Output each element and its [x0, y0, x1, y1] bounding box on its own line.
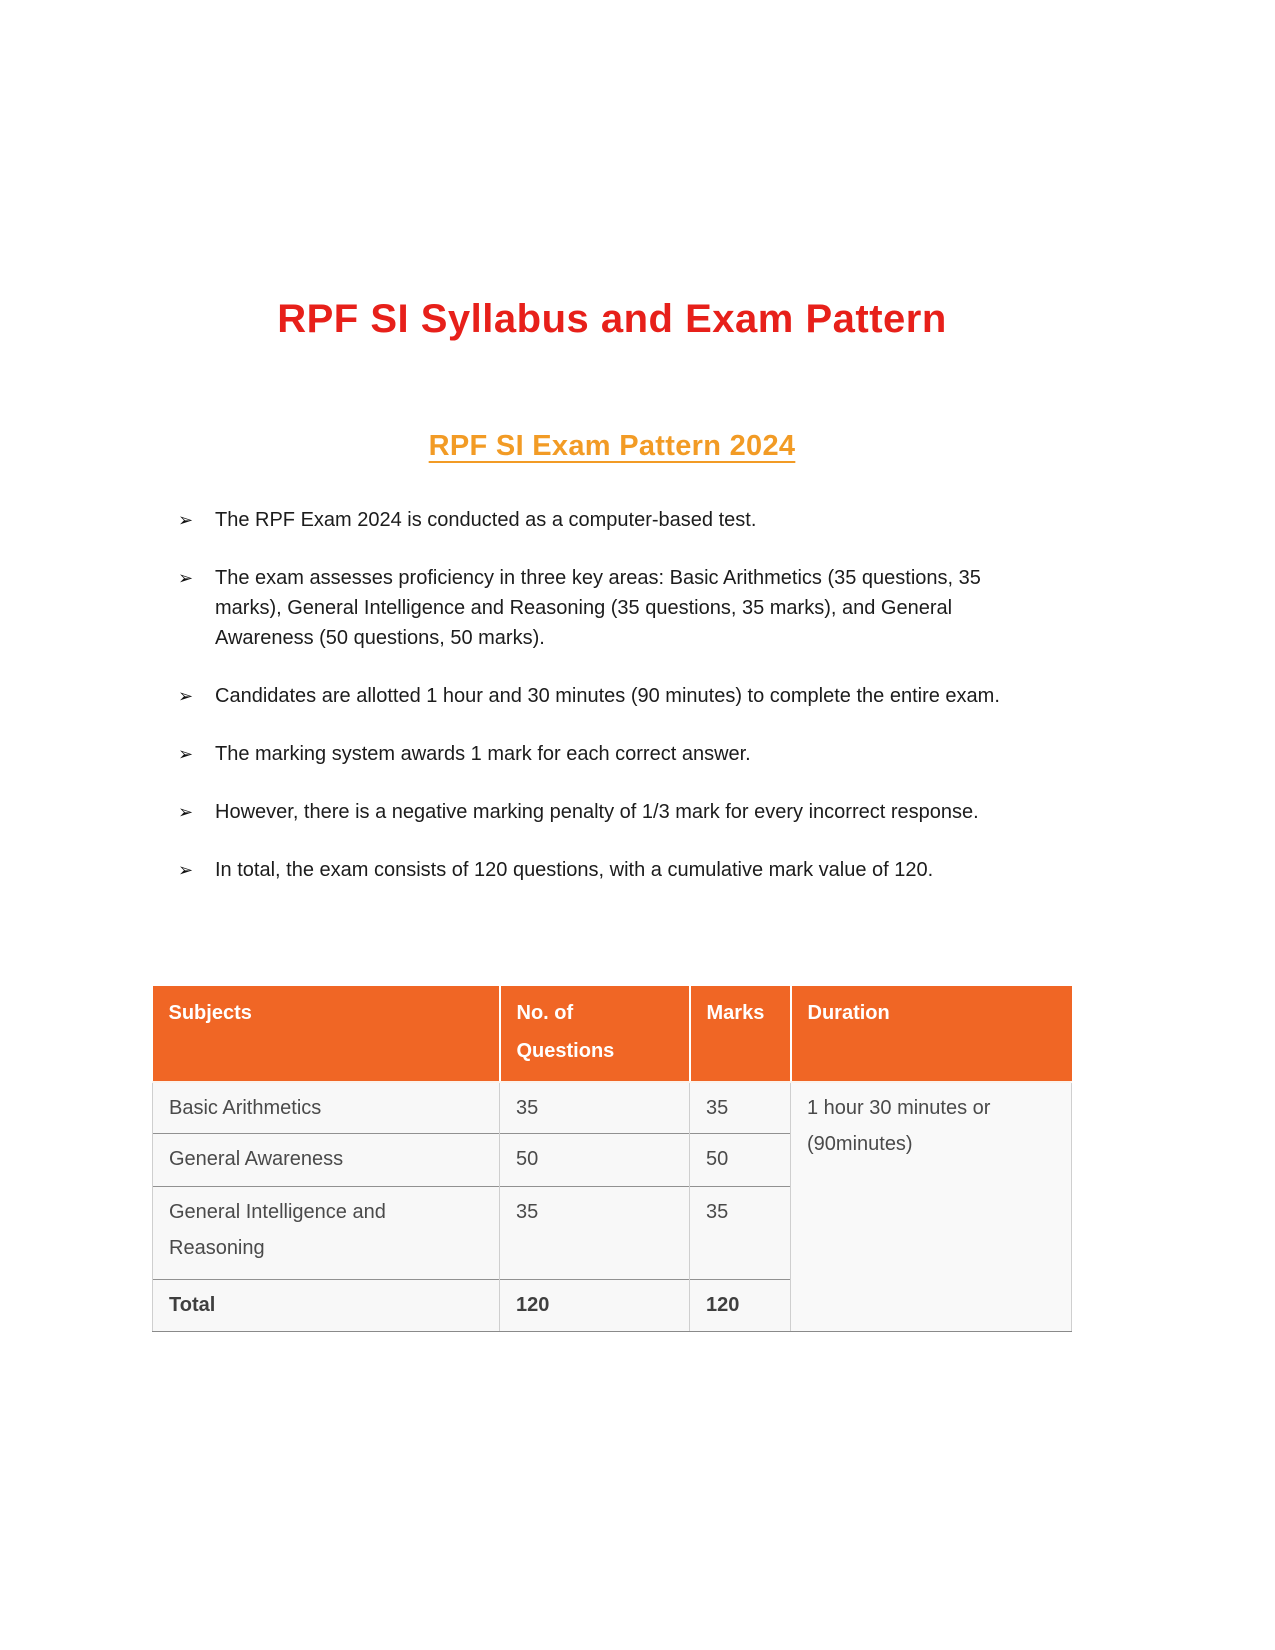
cell-subject: General Awareness [153, 1134, 500, 1187]
bullet-item [178, 563, 1072, 653]
document-title: RPF SI Syllabus and Exam Pattern [277, 297, 947, 341]
cell-marks: 35 [690, 1082, 791, 1134]
cell-subject: Basic Arithmetics [153, 1082, 500, 1134]
bullet-text: The marking system awards 1 mark for each correct answer. [215, 743, 751, 765]
section-heading-link[interactable]: RPF SI Exam Pattern 2024 [428, 430, 796, 462]
arrow-bullet-icon: ➢ [178, 860, 194, 880]
bullet-text: In total, the exam consists of 120 questions, with a cumulative mark value of 120. [215, 859, 934, 881]
arrow-bullet-icon: ➢ [178, 802, 194, 822]
table-header-marks: Marks [690, 986, 791, 1082]
cell-marks-total: 120 [690, 1280, 791, 1332]
cell-marks: 50 [690, 1134, 791, 1187]
table-header-subjects: Subjects [153, 986, 500, 1082]
content-area [152, 0, 1072, 1332]
arrow-bullet-icon: ➢ [178, 568, 194, 588]
cell-marks: 35 [690, 1187, 791, 1280]
table-row [153, 1082, 1072, 1134]
cell-subject: General Intelligence and Reasoning [153, 1187, 500, 1280]
cell-questions: 50 [500, 1134, 690, 1187]
arrow-bullet-icon: ➢ [178, 510, 194, 530]
cell-duration: 1 hour 30 minutes or (90minutes) [791, 1082, 1072, 1332]
cell-questions-total: 120 [500, 1280, 690, 1332]
bullet-item [178, 797, 1072, 827]
arrow-bullet-icon: ➢ [178, 744, 194, 764]
bullet-text: However, there is a negative marking penalty of 1/3 mark for every incorrect response. [215, 801, 979, 823]
table-header-duration: Duration [791, 986, 1072, 1082]
bullet-item [178, 739, 1072, 769]
table-header-questions: No. of Questions [500, 986, 690, 1082]
bullet-item [178, 505, 1072, 535]
bullet-text: Candidates are allotted 1 hour and 30 minutes (90 minutes) to complete the entire exam. [215, 685, 1000, 707]
bullet-text: The RPF Exam 2024 is conducted as a computer-based test. [215, 509, 757, 531]
arrow-bullet-icon: ➢ [178, 686, 194, 706]
bullet-list [152, 505, 1072, 885]
bullet-item [178, 681, 1072, 711]
cell-questions: 35 [500, 1082, 690, 1134]
bullet-item [178, 855, 1072, 885]
bullet-text: The exam assesses proficiency in three key areas: Basic Arithmetics (35 questions, 35 marks), General Intelligence and Reasoning (35 questions, 35 marks), and General Awareness (50 questions, 50 marks). [215, 567, 981, 649]
cell-questions: 35 [500, 1187, 690, 1280]
section-heading-wrap [152, 429, 1072, 463]
table-header-row [153, 986, 1072, 1082]
exam-pattern-table [152, 986, 1072, 1332]
cell-subject-total: Total [153, 1280, 500, 1332]
